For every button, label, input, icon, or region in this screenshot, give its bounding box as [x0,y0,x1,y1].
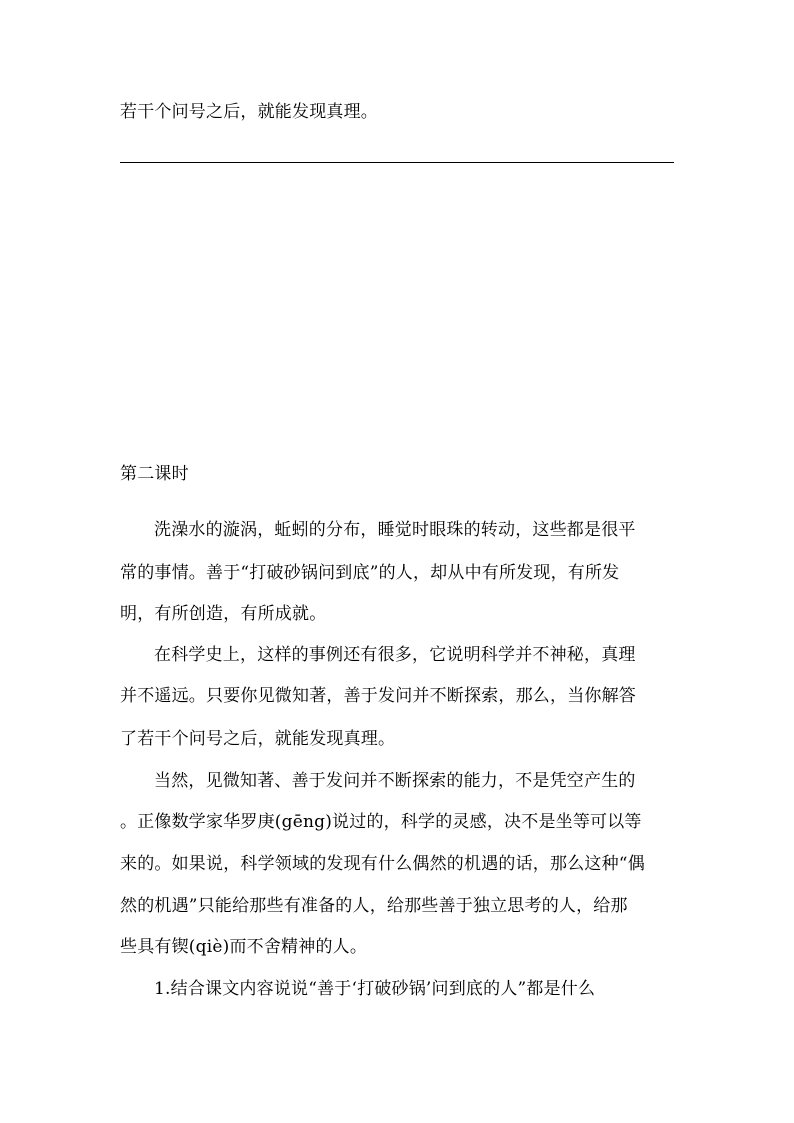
paragraph-line: 然的机遇”只能给那些有准备的人，给那些善于独立思考的人，给那 [120,896,628,916]
top-text-line: 若干个问号之后，就能发现真理。 [120,102,378,122]
paragraph-line: 当然，见微知著、善于发问并不断探索的能力，不是凭空产生的 [154,771,636,791]
paragraph-line: 些具有锲(qiè)而不舍精神的人。 [120,937,368,957]
horizontal-divider [120,162,674,163]
paragraph-line: 了若干个问号之后，就能发现真理。 [120,729,396,749]
paragraph-line: 明，有所创造，有所成就。 [120,604,327,624]
section-title: 第二课时 [120,464,189,484]
paragraph-line: 常的事情。善于“打破砂锅问到底”的人，却从中有所发现，有所发 [120,563,620,583]
question-1: 1.结合课文内容说说“善于‘打破砂锅’问到底的人”都是什么 [154,979,596,999]
paragraph-line: 来的。如果说，科学领域的发现有什么偶然的机遇的话，那么这种“偶 [120,854,645,874]
paragraph-line: 。正像数学家华罗庚(gēng)说过的，科学的灵感，决不是坐等可以等 [120,812,642,832]
paragraph-line: 并不遥远。只要你见微知著，善于发问并不断探索，那么，当你解答 [120,686,636,706]
paragraph-line: 洗澡水的漩涡，蚯蚓的分布，睡觉时眼珠的转动，这些都是很平 [154,520,636,540]
paragraph-line: 在科学史上，这样的事例还有很多，它说明科学并不神秘，真理 [154,645,636,665]
